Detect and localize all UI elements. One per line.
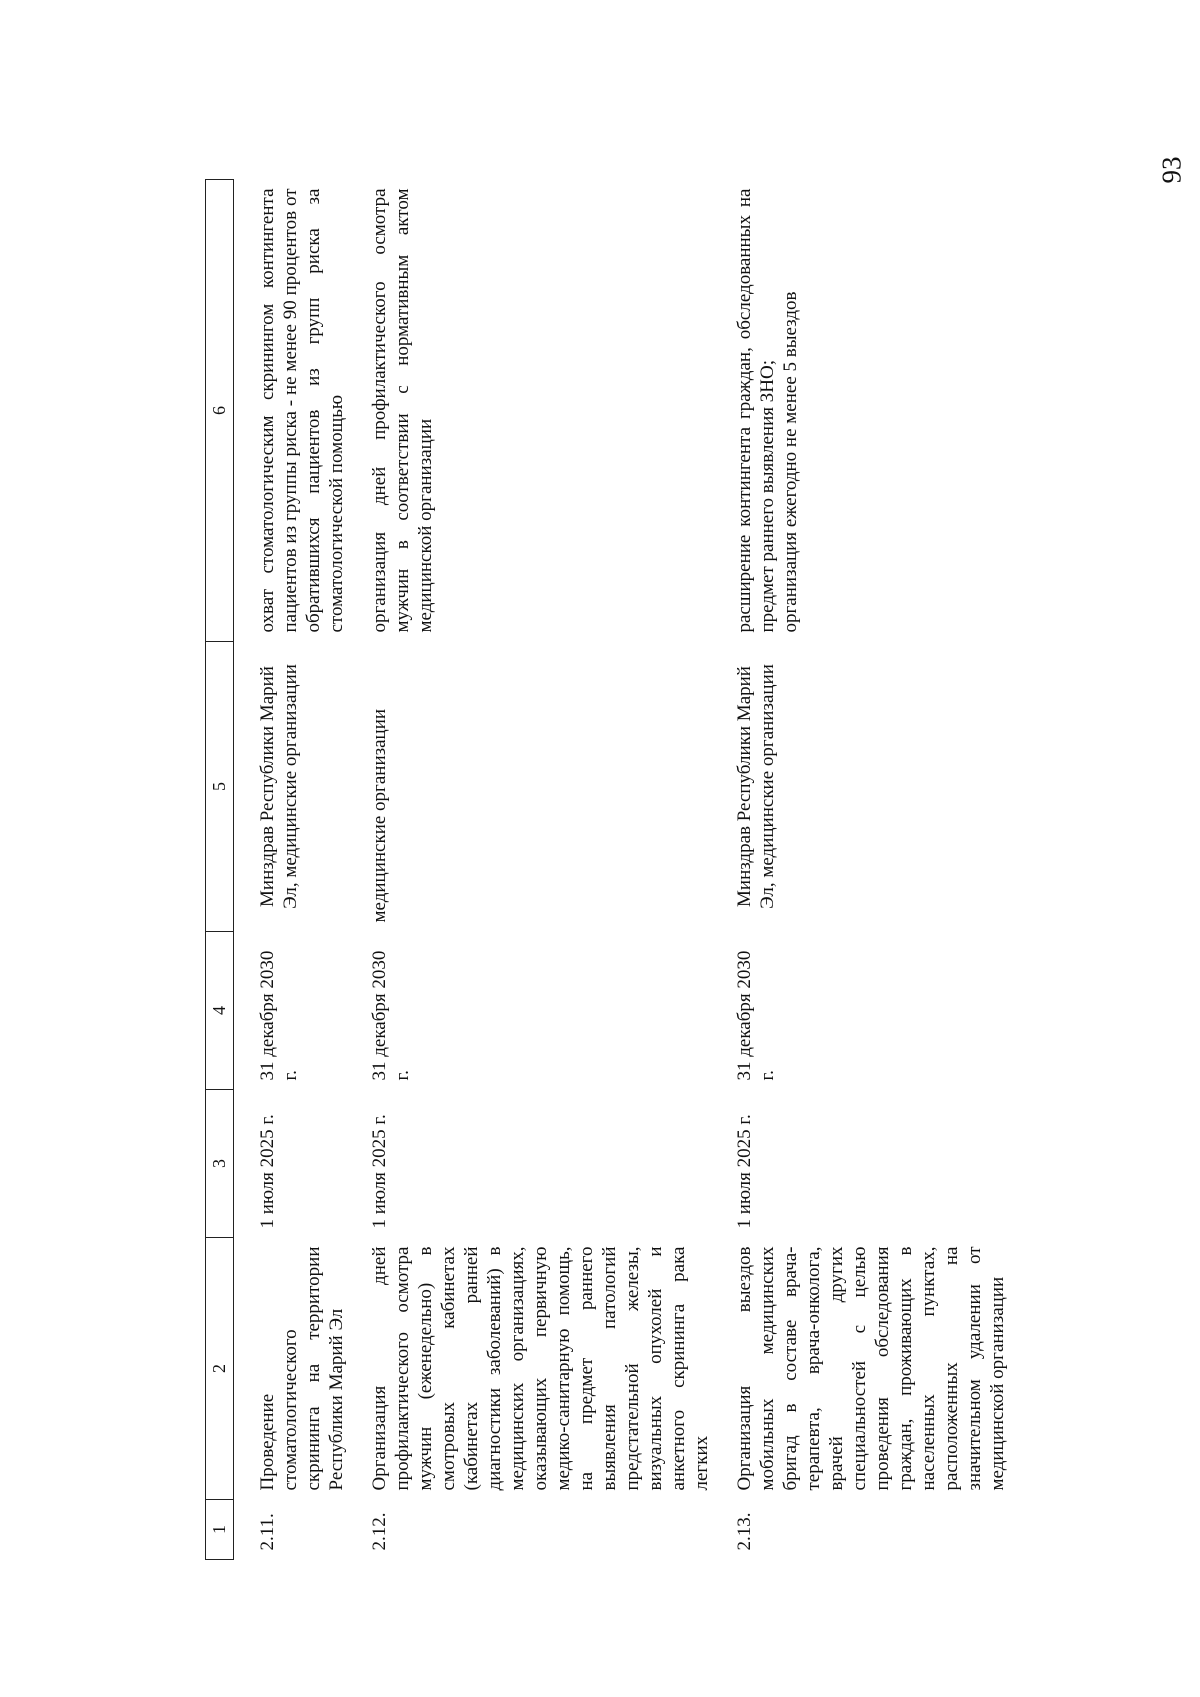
expected-result-line: организация ежегодно не менее 5 выездов: [780, 291, 801, 633]
row-number: 2.11.: [257, 1513, 278, 1551]
event-description: Организация выездов мобильных медицинских бригад в составе врача-терапевта, врача-онколога, врачей других специальностей с целью проведения обследования граждан, проживающих в населенных пунктах, расположенных на значительном удалении от медицинской организации: [734, 1246, 1008, 1491]
column-header-3: 3: [206, 1090, 234, 1238]
event-description: Организация дней профилактического осмотра мужчин (еженедельно) в смотровых кабинетах (кабинетах ранней диагностики заболеваний) в медицинских организациях, оказывающих первичную медико-санитарную помощь, на предмет раннего выявления патологий предстательной железы, визуальных опухолей и анкетного скрининга рака легких: [369, 1246, 712, 1491]
expected-result-line: расширение контингента граждан, обследованных на предмет раннего выявления ЗНО;: [734, 188, 778, 633]
start-date: 1 июля 2025 г.: [369, 1114, 390, 1229]
end-date: 31 декабря 2030 г.: [369, 950, 413, 1081]
responsible-executor: Минздрав Республики Марий Эл, медицинские организации: [734, 664, 778, 909]
column-header-6: 6: [206, 180, 234, 642]
rotated-table-container: [205, 180, 1008, 1560]
event-description: Проведение стоматологического скрининга на территории Республики Марий Эл: [257, 1246, 347, 1491]
responsible-executor: Минздрав Республики Марий Эл, медицинские организации: [257, 664, 301, 909]
row-number: 2.12.: [369, 1512, 390, 1551]
column-header-2: 2: [206, 1238, 234, 1500]
activities-table: [205, 179, 1023, 1560]
row-number: 2.13.: [734, 1512, 755, 1551]
table-row: [727, 180, 1023, 1560]
column-header-5: 5: [206, 642, 234, 932]
table-header-row: [206, 180, 234, 1560]
start-date: 1 июля 2025 г.: [257, 1114, 278, 1229]
end-date: 31 декабря 2030 г.: [257, 950, 301, 1081]
start-date: 1 июля 2025 г.: [734, 1114, 755, 1229]
column-header-1: 1: [206, 1500, 234, 1560]
end-date: 31 декабря 2030 г.: [734, 950, 778, 1081]
table-row: [362, 180, 727, 1560]
expected-result: организация дней профилактического осмотра мужчин в соответствии с нормативным актом медицинской организации: [369, 188, 436, 633]
expected-result: охват стоматологическим скринингом контингента пациентов из группы риска - не менее 90 процентов от обратившихся пациентов из групп риска за стоматологической помощью: [257, 188, 347, 633]
expected-result: [727, 180, 1023, 642]
page-number: 93: [1156, 156, 1187, 184]
table-row: [234, 180, 363, 1560]
column-header-4: 4: [206, 932, 234, 1090]
responsible-executor: медицинские организации: [369, 708, 390, 923]
